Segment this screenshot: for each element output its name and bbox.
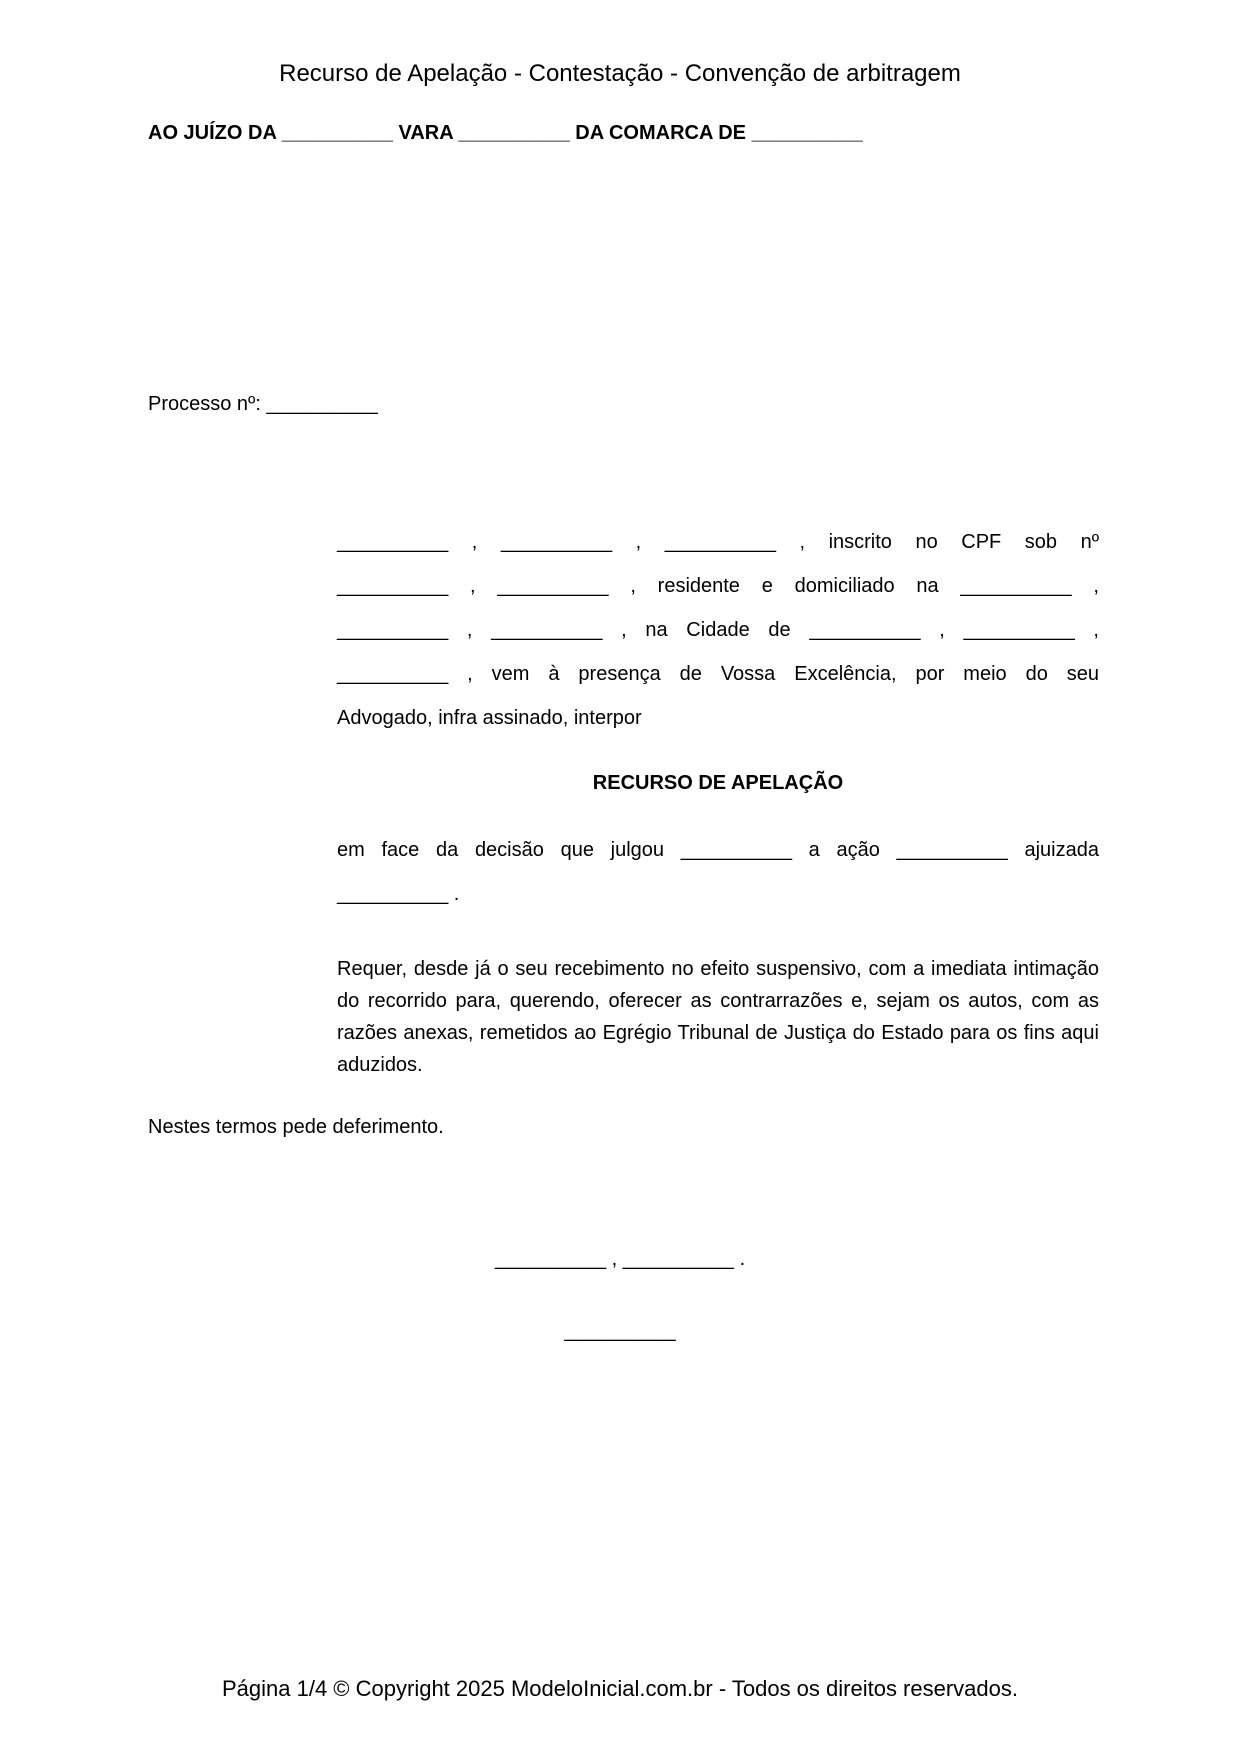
page-footer: Página 1/4 © Copyright 2025 ModeloInicial.com.br - Todos os direitos reservados. xyxy=(222,1676,1018,1701)
decision-paragraph xyxy=(337,828,1099,916)
process-number-line: Processo nº: __________ xyxy=(148,393,378,415)
party-qualification-paragraph xyxy=(337,520,1099,740)
decision-line-1: em face da decisão que julgou __________ a ação __________ ajuizada xyxy=(337,839,1099,861)
qualification-line-4: __________ , vem à presença de Vossa Excelência, por meio do seu xyxy=(337,663,1099,685)
signature-line: __________ xyxy=(564,1320,676,1342)
closing-statement: Nestes termos pede deferimento. xyxy=(148,1116,444,1138)
decision-line-2: __________ . xyxy=(337,883,460,905)
qualification-line-2: __________ , __________ , residente e domiciliado na __________ , xyxy=(337,575,1099,597)
document-header-title: Recurso de Apelação - Contestação - Convenção de arbitragem xyxy=(279,60,961,87)
place-date-line: __________ , __________ . xyxy=(494,1248,746,1270)
court-address-line: AO JUÍZO DA __________ VARA __________ DA COMARCA DE __________ xyxy=(148,122,863,144)
qualification-line-5: Advogado, infra assinado, interpor xyxy=(337,707,642,729)
request-paragraph: Requer, desde já o seu recebimento no efeito suspensivo, com a imediata intimação do recorrido para, querendo, oferecer as contrarrazões e, sejam os autos, com as razões anexas, remetidos ao Egrégio Tribunal de Justiça do Estado para os fins aqui aduzidos. xyxy=(337,958,1099,1076)
qualification-line-1: __________ , __________ , __________ , inscrito no CPF sob nº xyxy=(337,531,1099,553)
qualification-line-3: __________ , __________ , na Cidade de __________ , __________ , xyxy=(337,619,1099,641)
appeal-title: RECURSO DE APELAÇÃO xyxy=(592,772,844,794)
